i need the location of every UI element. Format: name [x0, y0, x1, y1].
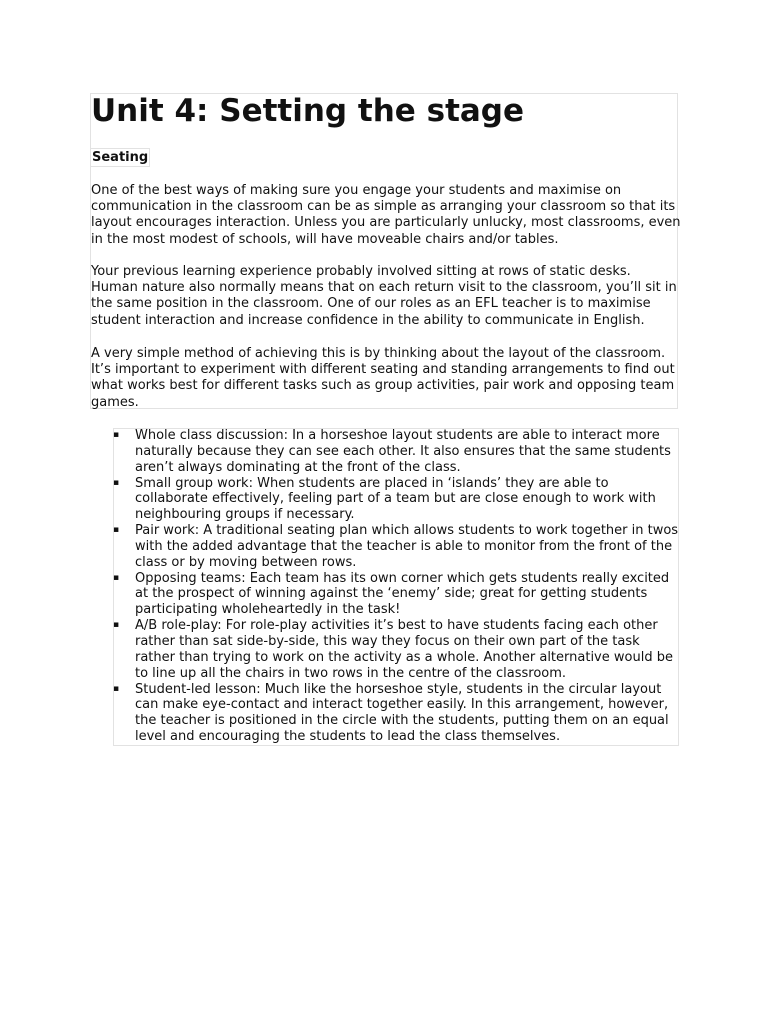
- paragraph-2: Your previous learning experience probably involved sitting at rows of static desks. Human nature also normally means that on each return visit to the classroom, you’ll sit in the same position in the classroom. One of our roles as an EFL teacher is to maximise student interaction and increase confidence in the ability to communicate in English.: [91, 264, 677, 328]
- seating-layouts-list: [113, 428, 679, 745]
- bullet-icon: ▪: [113, 620, 120, 631]
- list-item-text: Small group work: When students are placed in ‘islands’ they are able to collaborate effectively, feeling part of a team but are close enough to work with neighbouring groups if necessary.: [135, 475, 656, 523]
- list-item: [113, 428, 679, 476]
- list-item-text: Pair work: A traditional seating plan which allows students to work together in twos with the added advantage that the teacher is able to monitor from the front of the class or by moving between rows.: [135, 523, 679, 570]
- list-item: [113, 476, 679, 524]
- bullet-icon: ▪: [113, 430, 120, 440]
- list-item-text: Opposing teams: Each team has its own corner which gets students really excited at the prospect of winning against the ‘enemy’ side; great for getting students participating wholeheartedly in the task!: [135, 570, 670, 618]
- bullet-icon: ▪: [113, 477, 120, 488]
- list-item-text: Student-led lesson: Much like the horseshoe style, students in the circular layout can make eye-contact and interact together easily. In this arrangement, however, the teacher is positioned in the circle with the students, putting them on an equal level and encouraging the students to lead the class themselves.: [135, 681, 669, 745]
- list-item: [113, 571, 679, 619]
- section-heading: Seating: [92, 150, 149, 165]
- list-item: [113, 682, 679, 745]
- page-title: Unit 4: Setting the stage: [91, 93, 525, 129]
- list-item-text: A/B role-play: For role-play activities it’s best to have students facing each other rather than sat side-by-side, this way they focus on their own part of the task rather than trying to work on the activity as a whole. Another alternative would be to line up all the chairs in two rows in the centre of the classroom.: [135, 618, 673, 681]
- paragraph-1: One of the best ways of making sure you engage your students and maximise on communication in the classroom can be as simple as arranging your classroom so that its layout encourages interaction. Unless you are particularly unlucky, most classrooms, even in the most modest of schools, will have moveable chairs and/or tables.: [91, 183, 681, 247]
- bullet-icon: ▪: [113, 683, 120, 694]
- bullet-icon: ▪: [113, 525, 120, 536]
- paragraph-3: A very simple method of achieving this is by thinking about the layout of the classroom. It’s important to experiment with different seating and standing arrangements to find out what works best for different tasks such as group activities, pair work and opposing team games.: [91, 346, 675, 410]
- list-item-text: Whole class discussion: In a horseshoe layout students are able to interact more naturally because they can see each other. It also ensures that the same students aren’t always dominating at the front of the class.: [135, 428, 671, 475]
- bullet-icon: ▪: [113, 572, 120, 583]
- list-item: [113, 618, 679, 681]
- list-item: [113, 523, 679, 571]
